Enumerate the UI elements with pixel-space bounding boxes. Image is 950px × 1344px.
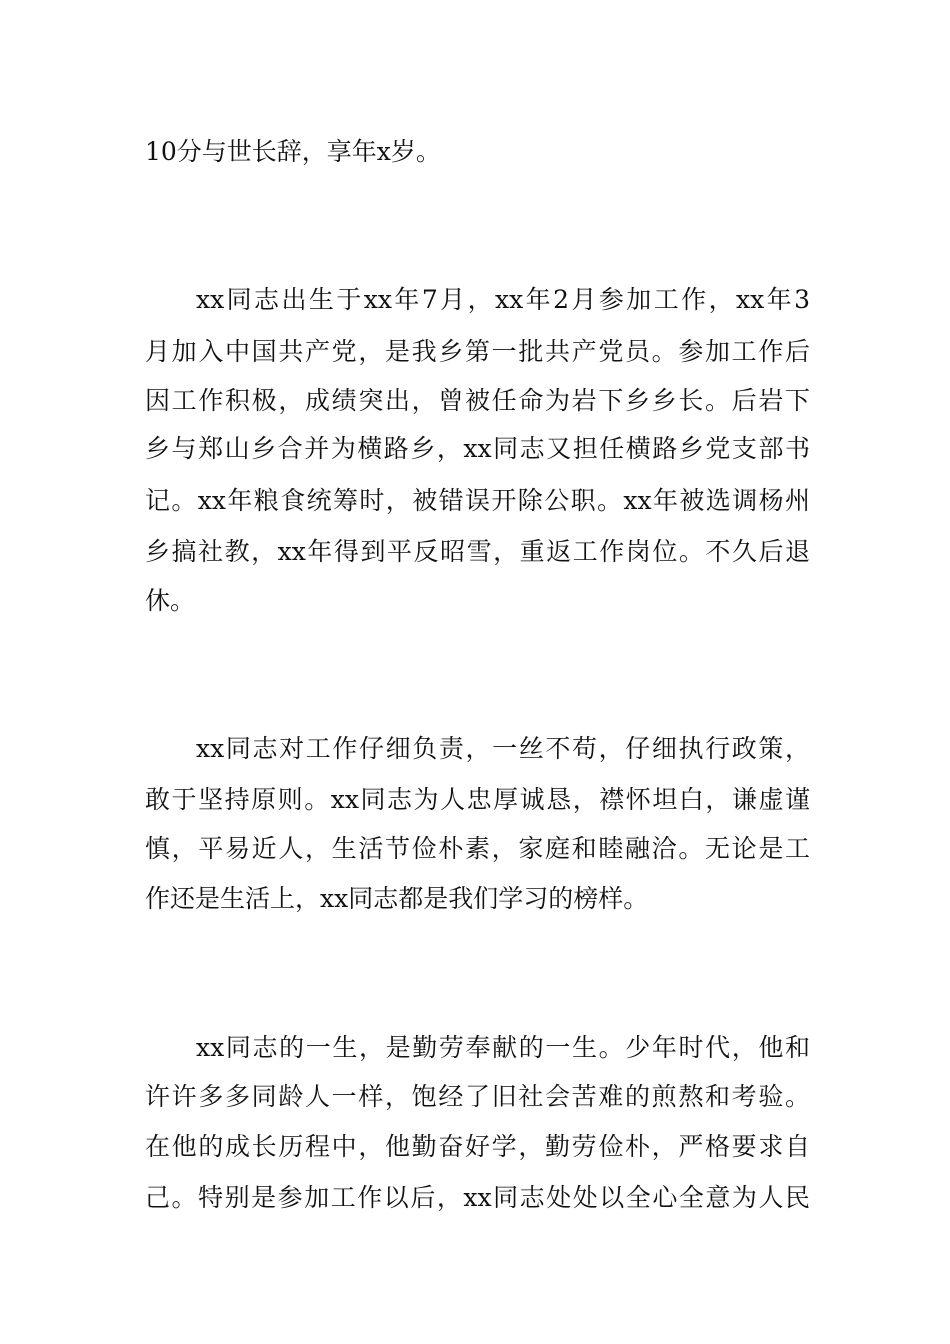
paragraph-2-line-2: 月加入中国共产党，是我乡第一批共产党员。参加工作后	[145, 337, 810, 366]
paragraph-2-line-6: 乡搞社教，xx年得到平反昭雪，重返工作岗位。不久后退	[145, 537, 810, 566]
paragraph-4-line-3: 在他的成长历程中，他勤奋好学，勤劳俭朴，严格要求自	[145, 1132, 810, 1161]
paragraph-4-line-1: xx同志的一生，是勤劳奉献的一生。少年时代，他和	[196, 1033, 810, 1062]
paragraph-2-line-4: 乡与郑山乡合并为横路乡，xx同志又担任横路乡党支部书	[145, 434, 810, 463]
paragraph-3-line-3: 慎，平易近人，生活节俭朴素，家庭和睦融洽。无论是工	[145, 834, 810, 863]
paragraph-3-line-2: 敢于坚持原则。xx同志为人忠厚诚恳，襟怀坦白，谦虚谨	[145, 785, 810, 814]
paragraph-3-line-1: xx同志对工作仔细负责，一丝不苟，仔细执行政策，	[196, 734, 810, 763]
paragraph-2-line-7: 休。	[145, 586, 196, 615]
paragraph-4-line-2: 许许多多同龄人一样，饱经了旧社会苦难的煎熬和考验。	[145, 1082, 810, 1111]
paragraph-2-line-1: xx同志出生于xx年7月，xx年2月参加工作，xx年3	[196, 285, 810, 314]
paragraph-2-line-3: 因工作积极，成绩突出，曾被任命为岩下乡乡长。后岩下	[145, 386, 810, 415]
paragraph-3-line-4: 作还是生活上，xx同志都是我们学习的榜样。	[145, 884, 649, 913]
paragraph-2-line-5: 记。xx年粮食统筹时，被错误开除公职。xx年被选调杨州	[145, 486, 810, 515]
paragraph-1-line-1: 10分与世长辞，享年x岁。	[145, 137, 441, 166]
paragraph-4-line-4: 己。特别是参加工作以后，xx同志处处以全心全意为人民	[145, 1183, 810, 1212]
